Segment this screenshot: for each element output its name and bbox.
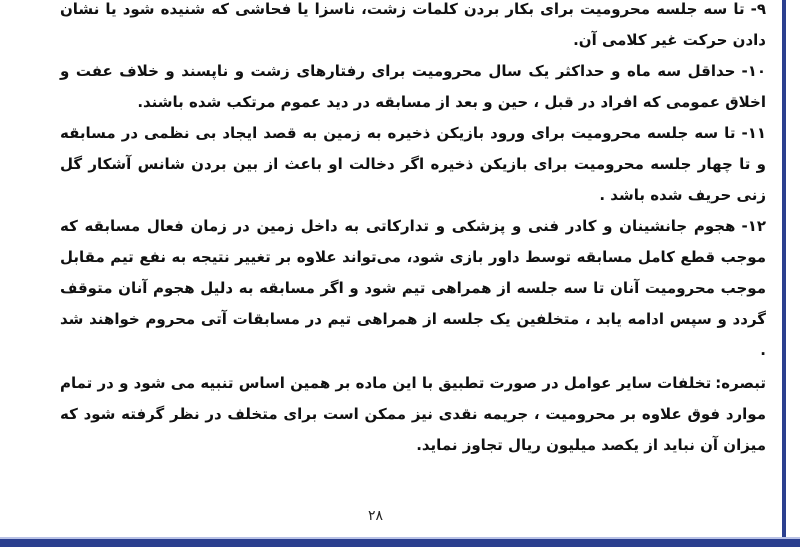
clause-text: حداقل سه ماه و حداکثر یک سال محرومیت برای رفتارهای زشت و ناپسند و خلاف عفت و اخلاق عمومی که افراد در قبل ، حین و بعد از مسابقه در دید عموم مرتکب شده باشند. xyxy=(60,62,766,111)
clause-12 xyxy=(60,211,766,366)
clause-text: تا سه جلسه محرومیت برای بکار بردن کلمات زشت، ناسزا یا فحاشی که شنیده شود یا نشان دادن حرکت غیر کلامی آن. xyxy=(60,0,766,49)
clause-number: ۹- xyxy=(750,0,766,18)
note-label: تبصره: xyxy=(715,374,766,392)
clause-11 xyxy=(60,118,766,211)
page-border-bottom xyxy=(0,539,800,547)
note-paragraph xyxy=(60,368,766,461)
clause-number: ۱۰- xyxy=(741,62,766,80)
note-text: تخلفات سایر عوامل در صورت تطبیق با این ماده بر همین اساس تنبیه می شود و در تمام موارد فوق علاوه بر محرومیت ، جریمه نقدی نیز ممکن است برای متخلف در نظر گرفته شود که میزان آن نباید از یکصد میلیون ریال تجاوز نماید. xyxy=(59,374,766,454)
clause-number: ۱۱- xyxy=(741,124,766,142)
page-border-right xyxy=(782,0,786,538)
clause-text: تا سه جلسه محرومیت برای ورود بازیکن ذخیره به زمین به قصد ایجاد بی نظمی در مسابقه و تا چهار جلسه محرومیت برای بازیکن ذخیره اگر دخالت او باعث از بین بردن شانس آشکار گل زنی حریف شده باشد . xyxy=(60,124,766,204)
page-number: ۲۸ xyxy=(368,508,384,524)
regulation-text xyxy=(60,0,766,461)
clause-9 xyxy=(60,0,766,56)
clause-10 xyxy=(60,56,766,118)
clause-text: هجوم جانشینان و کادر فنی و پزشکی و تدارکاتی به داخل زمین در زمان فعال مسابقه که موجب قطع کامل مسابقه توسط داور بازی شود، می‌تواند علاوه بر تغییر نتیجه به نفع تیم مقابل موجب محرومیت آنان تا سه جلسه از همراهی تیم شود و اگر مسابقه به دلیل هجوم آنان متوقف گردد و سپس ادامه یابد ، متخلفین یک جلسه از همراهی تیم در مسابقات آتی محروم خواهند شد . xyxy=(60,217,766,359)
clause-number: ۱۲- xyxy=(741,217,766,235)
